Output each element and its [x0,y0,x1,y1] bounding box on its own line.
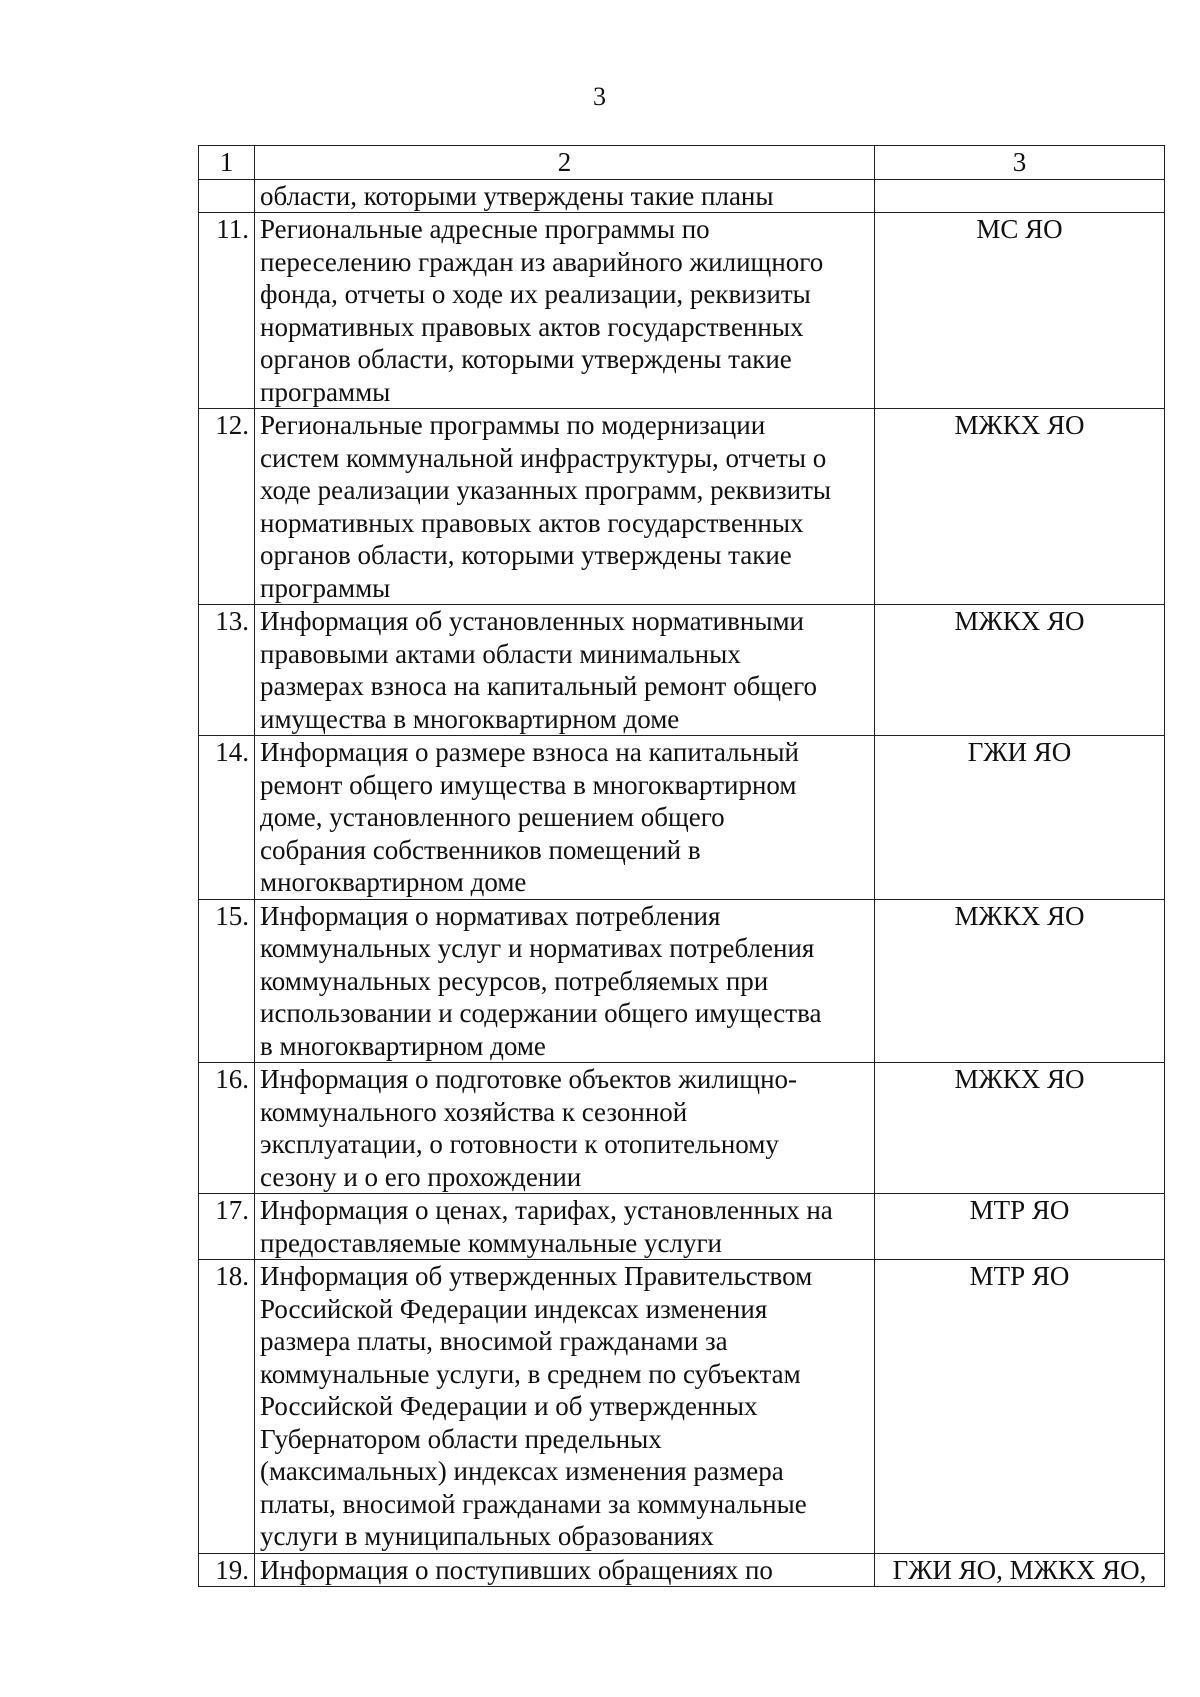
row-description [255,1194,875,1260]
row-number: 14. [199,736,255,900]
table-row [199,1553,1165,1587]
description-line: Информация о поступивших обращениях по [260,1554,773,1585]
description-line: программы [260,376,391,407]
description-line: области, которыми утверждены такие планы [260,180,774,211]
header-col-3: 3 [875,146,1165,180]
row-organization: ГЖИ ЯО [875,736,1165,900]
row-description [255,1553,875,1587]
description-line: размера платы, вносимой гражданами за [260,1326,728,1356]
continuation-row [199,179,1165,213]
description-line: доме, установленного решением общего [260,802,725,832]
description-line: Информация о подготовке объектов жилищно- [260,1064,798,1094]
table-header-row [199,146,1165,180]
row-description [255,213,875,409]
description-line: Губернатором области предельных [260,1423,662,1454]
description-line: (максимальных) индексах изменения размера [260,1456,784,1486]
table-row [199,605,1165,736]
description-line: Региональные программы по модернизации [260,410,766,440]
header-col-2: 2 [255,146,875,180]
row-organization: МТР ЯО [875,1260,1165,1554]
row-organization: ГЖИ ЯО, МЖКХ ЯО, [875,1553,1165,1587]
row-number: 18. [199,1260,255,1554]
description-line: сезону и о его прохождении [260,1161,582,1192]
description-line: ходе реализации указанных программ, реквизиты [260,475,832,505]
page-number: 3 [593,82,607,111]
description-line: Информация об установленных нормативными [260,606,805,636]
row-description [255,179,875,213]
row-number: 13. [199,605,255,736]
description-line: программы [260,572,391,603]
description-line: правовыми актами области минимальных [260,638,741,669]
row-number [199,179,255,213]
row-number: 11. [199,213,255,409]
row-description [255,605,875,736]
description-line: переселению граждан из аварийного жилищного [260,246,824,277]
description-line: органов области, которыми утверждены такие [260,344,792,374]
row-number: 17. [199,1194,255,1260]
description-line: нормативных правовых актов государственных [260,311,804,342]
description-line: предоставляемые коммунальные услуги [260,1227,722,1258]
description-line: Информация о нормативах потребления [260,900,721,931]
row-organization: МЖКХ ЯО [875,409,1165,605]
row-organization: МЖКХ ЯО [875,1063,1165,1194]
description-line: Российской Федерации и об утвержденных [260,1391,758,1421]
row-number: 16. [199,1063,255,1194]
description-line: эксплуатации, о готовности к отопительному [260,1129,779,1159]
description-line: многоквартирном доме [260,867,527,897]
table-row [199,1063,1165,1194]
description-line: в многоквартирном доме [260,1030,546,1061]
description-line: ремонт общего имущества в многоквартирном [260,769,797,800]
row-description [255,899,875,1063]
description-line: коммунальных ресурсов, потребляемых при [260,965,769,996]
header-col-1: 1 [199,146,255,180]
row-organization [875,179,1165,213]
description-line: Информация о размере взноса на капитальный [260,737,799,767]
row-description [255,1063,875,1194]
description-line: Информация о ценах, тарифах, установленных на [260,1195,833,1225]
description-line: Региональные адресные программы по [260,214,710,244]
description-line: использовании и содержании общего имущества [260,998,822,1028]
table-row [199,213,1165,409]
description-line: имущества в многоквартирном доме [260,703,680,734]
table-row [199,899,1165,1063]
description-line: Российской Федерации индексах изменения [260,1293,768,1324]
description-line: органов области, которыми утверждены такие [260,540,792,570]
row-organization: МС ЯО [875,213,1165,409]
description-line: размерах взноса на капитальный ремонт общего [260,671,817,701]
row-description [255,409,875,605]
description-line: Информация об утвержденных Правительством [260,1261,813,1291]
description-line: фонда, отчеты о ходе их реализации, реквизиты [260,279,811,309]
description-line: коммунальных услуг и нормативах потребления [260,933,815,963]
row-number: 19. [199,1553,255,1587]
table-row [199,736,1165,900]
information-table [198,145,1165,1587]
description-line: коммунального хозяйства к сезонной [260,1096,688,1127]
table-row [199,1194,1165,1260]
row-description [255,1260,875,1554]
description-line: систем коммунальной инфраструктуры, отчеты о [260,442,827,473]
description-line: коммунальные услуги, в среднем по субъектам [260,1358,801,1389]
row-number: 12. [199,409,255,605]
row-description [255,736,875,900]
row-organization: МТР ЯО [875,1194,1165,1260]
table-row [199,409,1165,605]
description-line: нормативных правовых актов государственных [260,507,804,538]
row-organization: МЖКХ ЯО [875,899,1165,1063]
description-line: платы, вносимой гражданами за коммунальные [260,1488,807,1519]
table-body [199,146,1165,1587]
row-number: 15. [199,899,255,1063]
description-line: услуги в муниципальных образованиях [260,1521,714,1551]
description-line: собрания собственников помещений в [260,834,701,865]
table-row [199,1260,1165,1554]
row-organization: МЖКХ ЯО [875,605,1165,736]
